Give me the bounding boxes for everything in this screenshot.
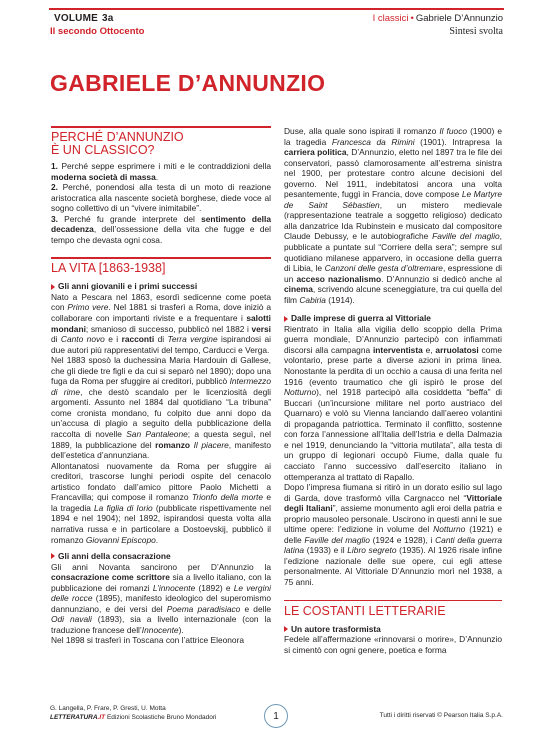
section-title-vita: LA VITA [1863-1938] [51, 257, 271, 275]
paragraph: Nel 1883 sposò la duchessina Maria Hardouin di Gallese, che gli diede tre figli e da cui si separò nel 1890); dopo una fuga da Roma per sfuggire ai creditori, pubblicò Intermezzo di rime, che destò scandalo per le licenziosità degli argomenti. Assunto nel 1884 dal quotidiano “La tribuna” come cronista mondano, fu colpito due anni dopo da un’accusa di plagio a seguito della pubblicazione della raccolta di novelle San Pantaleone; a questa seguì, nel 1889, la pubblicazione del romanzo Il piacere, manifesto dell’estetica d’annunziana. [51, 355, 271, 461]
paragraph: 1. Perché seppe esprimere i miti e le contraddizioni della moderna società di massa. [51, 161, 271, 182]
paragraph: Allontanatosi nuovamente da Roma per sfuggire ai creditori, trascorse lunghi periodi ospite del cenacolo artistico fondato dall’amico pittore Paolo Michetti a Francavilla; qui compose il romanzo Trionfo della morte e la tragedia La figlia di Iorio (pubblicate rispettivamente nel 1894 e nel 1904); nel 1892, ispirandosi questa volta alla narrativa russa e in particolare a Dostoevskij, pubblicò il romanzo Giovanni Episcopo. [51, 460, 271, 545]
header-left [50, 13, 144, 37]
paragraph: Duse, alla quale sono ispirati il romanzo Il fuoco (1900) e la tragedia Francesca da Rimini (1901). Intrapresa la carriera politica, D’Annunzio, eletto nel 1897 tra le file dei conservatori, passò clamorosamente all’estrema sinistra nel 1900, per protestare contro alcune decisioni del governo. Nel 1911, indebitatosi ancora una volta pesantemente, fuggì in Francia, dove compose Le Martyre de Saint Sébastien, un mistero medievale (rappresentazione teatrale a soggetto religioso) dedicato alla danzatrice Ida Rubinstein e musicato dal compositore Claude Debussy, e le autobiografiche Faville del maglio, pubblicate a puntate sul “Corriere della sera”; sempre sul quotidiano milanese apparvero, in occasione della guerra di Libia, le Canzoni delle gesta d’oltremare, espressione di un acceso nazionalismo. D’Annunzio si dedicò anche al cinema, scrivendo alcune sceneggiature, tra cui quella del film Cabiria (1914). [284, 126, 502, 305]
footer-rights: Tutti i diritti riservati © Pearson Italia S.p.A. [379, 712, 503, 719]
section-title-perche: PERCHÉ D’ANNUNZIO È UN CLASSICO? [51, 126, 271, 157]
paragraph: 3. Perché fu grande interprete del sentimento della decadenza, dell’ossessione della vita che fugge e del tempo che devasta ogni cosa. [51, 213, 271, 245]
left-column [51, 126, 271, 646]
paragraph: Nato a Pescara nel 1863, esordì sedicenne come poeta con Primo vere. Nel 1881 si trasferì a Roma, dove iniziò a collaborare con importanti riviste e a frequentare i salotti mondani; smanioso di successo, pubblicò nel 1882 i versi di Canto novo e i racconti di Terra vergine ispirandosi ai due autori più rappresentativi del tempo, Carducci e Verga. [51, 291, 271, 355]
triangle-bullet-icon [284, 626, 288, 632]
subsection-title: Dalle imprese di guerra al Vittoriale [284, 313, 502, 324]
paragraph: Gli anni Novanta sancirono per D’Annunzio la consacrazione come scrittore sia a livello italiano, con la pubblicazione dei romanzi L’innocente (1892) e Le vergini delle rocce (1895), manifesto ideologico del superomismo dannunziano, e dei versi del Poema paradisiaco e delle Odi navali (1893), sia a livello internazionale (con la traduzione francese dell’Innocente). [51, 561, 271, 635]
paragraph: Dopo l’impresa fiumana si ritirò in un dorato esilio sul lago di Garda, dove trasformò villa Cargnacco nel “Vittoriale degli Italiani”, assieme monumento agli eroi della patria e proprio mausoleo personale. Uscirono in questi anni le sue ultime opere: l’edizione in volume del Notturno (1921) e delle Faville del maglio (1924 e 1928), i Canti della guerra latina (1933) e il Libro segreto (1935). Al 1926 risale infine l’edizione nazionale delle sue opere, cui egli attese personalmente. Al Vittoriale D’Annunzio morì nel 1938, a 75 anni. [284, 482, 502, 587]
triangle-bullet-icon [284, 316, 288, 322]
subsection-title: Gli anni della consacrazione [51, 551, 271, 562]
header-right [373, 13, 503, 37]
paragraph: Rientrato in Italia alla vigilia dello scoppio della Prima guerra mondiale, D’Annunzio partecipò con infiammati discorsi alla campagna interventista e, arruolatosi come volontario, prese parte a diverse azioni in prima linea. Nonostante la perdita di un occhio a causa di una ferita nel 1916 (evento traumatico che gli ispirò le prose del Notturno), nel 1918 partecipò alla cosiddetta “beffa” di Buccari (un’incursione militare nel porto austriaco del Quarnaro) e volò su Vienna lanciando dall’aereo volantini di propaganda patriottica. Terminato il conflitto, sostenne con forza l’annessione all’Italia dell’Istria e della Dalmazia e nel 1919, denunciando la “vittoria mutilata”, alla testa di un gruppo di legionari occupò Fiume, dalla quale fu cacciato l’anno successivo dall’esercito italiano in ottemperanza al trattato di Rapallo. [284, 323, 502, 482]
paragraph: Nel 1898 si trasferì in Toscana con l’attrice Eleonora [51, 635, 245, 646]
footer-authors: G. Langella, P. Frare, P. Gresti, U. Motta [50, 705, 166, 712]
header-series: I classici • Gabriele D’Annunzio [372, 13, 503, 24]
paragraph: Fedele all’affermazione «rinnovarsi o morire», D’Annunzio si cimentò con ogni genere, poetica e forma [284, 634, 502, 655]
subsection-title: Gli anni giovanili e i primi successi [51, 281, 271, 292]
page-number: 1 [264, 704, 288, 728]
subsection-title: Un autore trasformista [284, 624, 502, 635]
volume-subtitle: Il secondo Ottocento [50, 26, 145, 37]
section-title-costanti: LE COSTANTI LETTERARIE [284, 600, 502, 618]
triangle-bullet-icon [51, 284, 55, 290]
header-rule [49, 8, 504, 10]
triangle-bullet-icon [51, 553, 55, 559]
footer-credits [50, 704, 216, 722]
header-section: Sintesi svolta [449, 26, 503, 37]
paragraph: 2. Perché, ponendosi alla testa di un moto di reazione aristocratica alla nascente società borghese, diede voce al sogno collettivo di un “vivere inimitabile”. [51, 182, 271, 214]
volume-label: VOLUME 3a [54, 13, 114, 24]
right-column [284, 126, 502, 655]
page-title: GABRIELE D’ANNUNZIO [50, 70, 326, 96]
footer-publisher: LETTERATURA.IT Edizioni Scolastiche Bruno Mondadori [50, 714, 217, 721]
publisher-logo: LETTERATURA.IT [50, 714, 106, 721]
